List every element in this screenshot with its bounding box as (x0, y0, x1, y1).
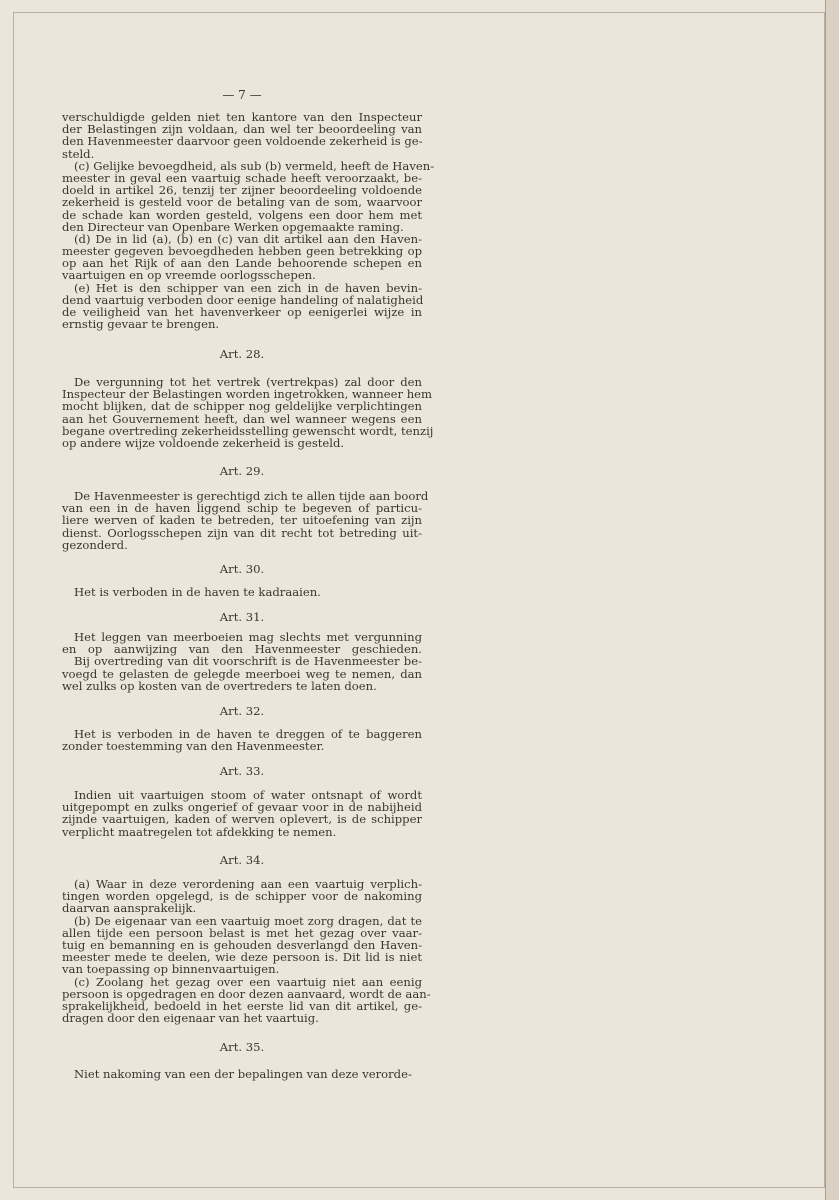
text-line: (c) Zoolang het gezag over een vaartuig niet aan eenig (74, 974, 422, 989)
article-28-heading: Art. 28. (219, 347, 265, 361)
text-line: zekerheid is gesteld voor de betaling van de som, waarvoor (62, 195, 422, 210)
text-line: meester in geval een vaartuig schade heeft veroorzaakt, be- (62, 170, 422, 185)
text-line: Bij overtreding van dit voorschrift is de Havenmeester be- (74, 654, 422, 669)
text-line: dend vaartuig verboden door eenige handeling of nalatigheid (62, 292, 424, 307)
text-line: Inspecteur der Belastingen worden ingetrokken, wanneer hem (62, 387, 433, 402)
text-line: zijnde vaartuigen, kaden of werven oplevert, is de schipper (62, 812, 422, 827)
article-32-heading: Art. 32. (219, 704, 265, 718)
article-30-text (62, 586, 422, 598)
text-line: den Directeur van Openbare Werken opgemaakte raming. (62, 219, 404, 234)
text-line: Niet nakoming van een der bepalingen van deze verorde- (74, 1067, 412, 1081)
text-line: daarvan aansprakelijk. (62, 901, 197, 916)
text-line: (c) Gelijke bevoegdheid, als sub (b) vermeld, heeft de Haven- (74, 158, 435, 173)
text-line: van toepassing op binnenvaartuigen. (62, 962, 280, 977)
article-31-text (62, 631, 422, 692)
text-line: (a) Waar in deze verordening aan een vaartuig verplich- (74, 877, 422, 891)
text-line: aan het Gouvernement heeft, dan wel wanneer wegens een (62, 411, 422, 426)
article-35-text (62, 1068, 422, 1080)
text-line: Het is verboden in de haven te kadraaien. (74, 585, 321, 599)
text-line: steld. (62, 146, 95, 161)
text-line: (d) De in lid (a), (b) en (c) van dit artikel aan den Haven- (74, 231, 422, 246)
text-line: verschuldigde gelden niet ten kantore van den Inspecteur (62, 110, 422, 124)
article-33-heading: Art. 33. (219, 764, 265, 778)
text-line: allen tijde een persoon belast is met het gezag over vaar- (62, 925, 422, 940)
page-number: — 7 — (222, 88, 262, 102)
text-line: gezonderd. (62, 537, 128, 552)
text-line: liere werven of kaden te betreden, ter uitoefening van zijn (62, 513, 422, 528)
text-line: begane overtreding zekerheidsstelling gewenscht wordt, tenzij (62, 423, 434, 438)
text-line: uitgepompt en zulks ongerief of gevaar voor in de nabijheid (62, 800, 422, 815)
text-line: tingen worden opgelegd, is de schipper voor de nakoming (62, 889, 422, 904)
article-33-text (62, 789, 422, 838)
article-30-heading: Art. 30. (219, 562, 265, 576)
article-34-heading: Art. 34. (219, 853, 265, 867)
text-line: (b) De eigenaar van een vaartuig moet zorg dragen, dat te (74, 913, 422, 928)
text-line: en op aanwijzing van den Havenmeester geschieden. (62, 642, 422, 657)
text-line: de veiligheid van het havenverkeer op eenigerlei wijze in (62, 305, 422, 319)
text-line: ernstig gevaar te brengen. (62, 317, 220, 332)
text-line: op andere wijze voldoende zekerheid is gesteld. (62, 435, 345, 450)
article-29-heading: Art. 29. (219, 464, 265, 478)
text-line: vaartuigen en op vreemde oorlogsschepen. (62, 268, 316, 283)
article-35-heading: Art. 35. (219, 1040, 265, 1054)
text-line: doeld in artikel 26, tenzij ter zijner beoordeeling voldoende (62, 183, 422, 198)
text-line: verplicht maatregelen tot afdekking te nemen. (62, 824, 337, 839)
text-line: meester mede te deelen, wie deze persoon is. Dit lid is niet (62, 950, 422, 965)
text-line: De Havenmeester is gerechtigd zich te allen tijde aan boord (74, 489, 429, 503)
text-line: Indien uit vaartuigen stoom of water ontsnapt of wordt (74, 788, 422, 802)
article-34-text (62, 877, 431, 1026)
text-line: Het leggen van meerboeien mag slechts met vergunning (74, 630, 422, 644)
text-line: der Belastingen zijn voldaan, dan wel ter beoordeeling van (62, 122, 422, 137)
text-line: dienst. Oorlogsschepen zijn van dit recht tot betreding uit- (62, 525, 422, 540)
text-line: De vergunning tot het vertrek (vertrekpas) zal door den (74, 375, 422, 389)
text-line: op aan het Rijk of aan den Lande behoorende schepen en (62, 256, 422, 271)
article-32-text (62, 728, 422, 752)
article-27-continuation (62, 110, 435, 332)
page-edge (825, 0, 839, 1200)
text-line: den Havenmeester daarvoor geen voldoende zekerheid is ge- (62, 134, 423, 149)
article-29-text (62, 489, 429, 552)
text-line: tuig en bemanning en is gehouden desverlangd den Haven- (62, 937, 422, 952)
text-line: dragen door den eigenaar van het vaartuig. (62, 1011, 319, 1026)
text-line: sprakelijkheid, bedoeld in het eerste lid van dit artikel, ge- (62, 998, 422, 1013)
text-line: (e) Het is den schipper van een zich in de haven bevin- (74, 280, 422, 295)
article-28-text (62, 375, 434, 450)
text-line: mocht blijken, dat de schipper nog geldelijke verplichtingen (62, 399, 422, 414)
text-line: meester gegeven bevoegdheden hebben geen betrekking op (62, 244, 422, 259)
text-line: van een in de haven liggend schip te begeven of particu- (62, 501, 422, 516)
article-31-heading: Art. 31. (219, 610, 265, 624)
text-line: wel zulks op kosten van de overtreders te laten doen. (62, 678, 377, 693)
text-line: zonder toestemming van den Havenmeester. (62, 739, 325, 754)
text-line: voegd te gelasten de gelegde meerboei weg te nemen, dan (62, 666, 422, 681)
text-line: persoon is opgedragen en door dezen aanvaard, wordt de aan- (62, 986, 431, 1001)
text-line: Het is verboden in de haven te dreggen of te baggeren (74, 727, 422, 741)
text-line: de schade kan worden gesteld, volgens een door hem met (62, 207, 422, 222)
